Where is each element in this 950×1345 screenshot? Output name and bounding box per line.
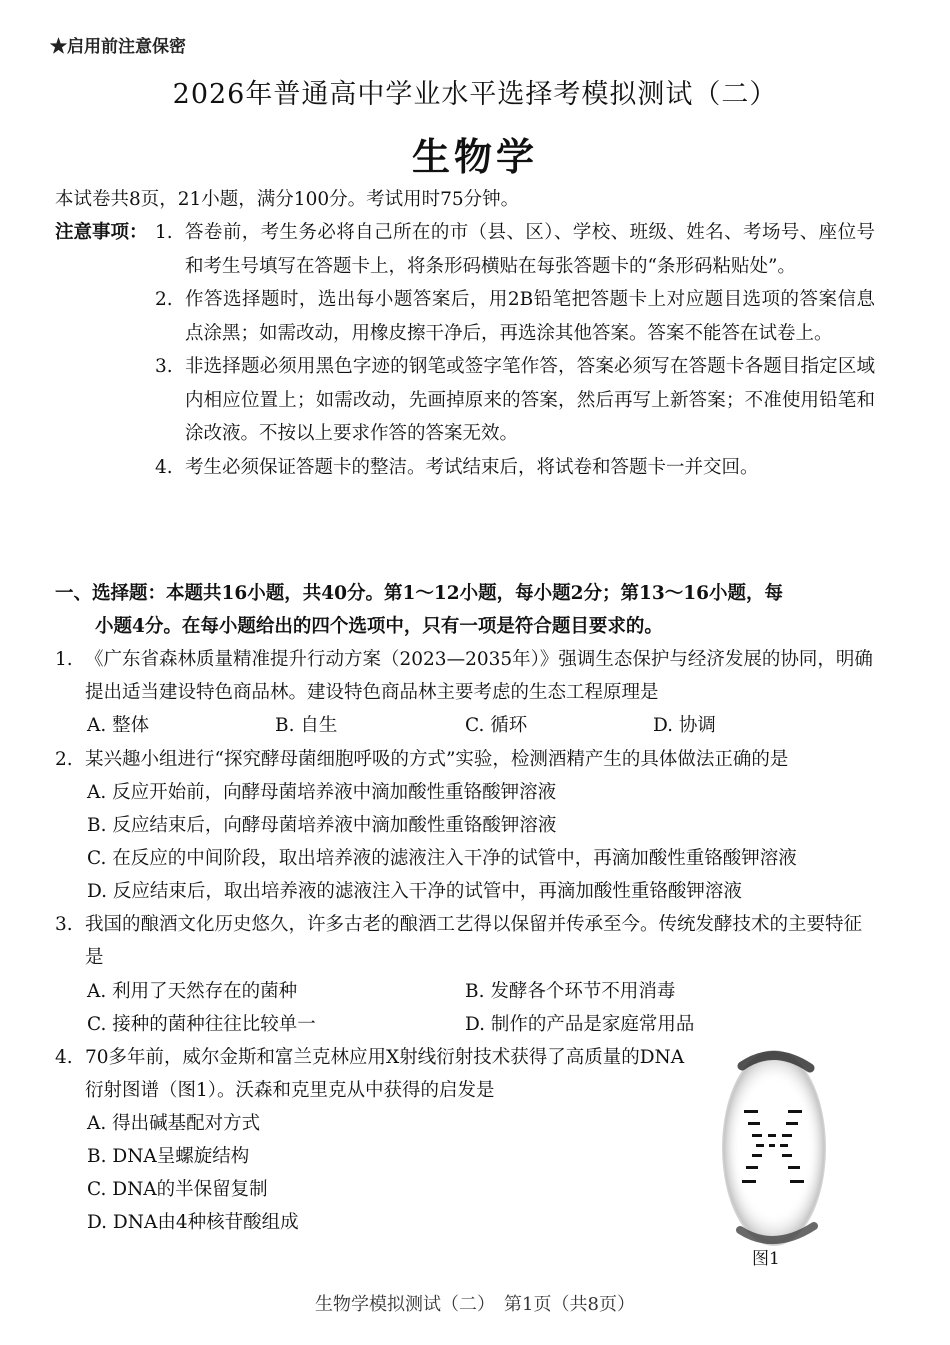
question-text: 我国的酿酒文化历史悠久，许多古老的酿酒工艺得以保留并传承至今。传统发酵技术的主要特征是 bbox=[85, 914, 863, 968]
question-1 bbox=[55, 643, 875, 709]
question-text: 《广东省森林质量精准提升行动方案（2023—2035年）》强调生态保护与经济发展的协同，明确提出适当建设特色商品林。建设特色商品林主要考虑的生态工程原理是 bbox=[85, 649, 873, 703]
option-d: D. 制作的产品是家庭常用品 bbox=[465, 1014, 695, 1035]
note-item bbox=[155, 451, 875, 485]
notes-label: 注意事项： bbox=[55, 222, 148, 243]
note-text: 考生必须保证答题卡的整洁。考试结束后，将试卷和答题卡一并交回。 bbox=[185, 456, 759, 478]
confidential-note: ★启用前注意保密 bbox=[50, 37, 186, 57]
exam-title: 2026年普通高中学业水平选择考模拟测试（二） bbox=[172, 79, 778, 110]
note-text: 作答选择题时，选出每小题答案后，用2B铅笔把答题卡上对应题目选项的答案信息点涂黑；如需改动，用橡皮擦干净后，再选涂其他答案。答案不能答在试卷上。 bbox=[185, 289, 875, 344]
option-a: A. 反应开始前，向酵母菌培养液中滴加酸性重铬酸钾溶液 bbox=[87, 782, 557, 803]
option-d: D. 协调 bbox=[653, 715, 716, 736]
option-d: D. 反应结束后，取出培养液的滤液注入干净的试管中，再滴加酸性重铬酸钾溶液 bbox=[87, 881, 742, 902]
note-text: 非选择题必须用黑色字迹的钢笔或签字笔作答，答案必须写在答题卡各题目指定区域内相应位置上；如需改动，先画掉原来的答案，然后再写上新答案；不准使用铅笔和涂改液。不按以上要求作答的答案无效。 bbox=[185, 356, 875, 444]
question-number: 1. bbox=[55, 649, 73, 670]
option-c: C. 循环 bbox=[465, 715, 528, 736]
option-b: B. 反应结束后，向酵母菌培养液中滴加酸性重铬酸钾溶液 bbox=[87, 815, 557, 836]
exam-intro: 本试卷共8页，21小题，满分100分。考试用时75分钟。 bbox=[55, 189, 520, 210]
note-text: 答卷前，考生务必将自己所在的市（县、区）、学校、班级、姓名、考场号、座位号和考生号填写在答题卡上，将条形码横贴在每张答题卡的“条形码粘贴处”。 bbox=[185, 222, 875, 277]
question-4 bbox=[55, 1041, 695, 1107]
section-heading bbox=[55, 577, 870, 643]
option-a: A. 利用了天然存在的菌种 bbox=[87, 981, 298, 1002]
option-c: C. DNA的半保留复制 bbox=[87, 1179, 268, 1200]
option-c: C. 在反应的中间阶段，取出培养液的滤液注入干净的试管中，再滴加酸性重铬酸钾溶液 bbox=[87, 848, 797, 869]
question-text: 某兴趣小组进行“探究酵母菌细胞呼吸的方式”实验，检测酒精产生的具体做法正确的是 bbox=[85, 749, 789, 770]
figure-caption: 图1 bbox=[752, 1249, 780, 1269]
note-number: 1. bbox=[155, 222, 173, 243]
question-2 bbox=[55, 743, 875, 776]
option-b: B. 自生 bbox=[275, 715, 338, 736]
page-footer: 生物学模拟测试（二） 第1页（共8页） bbox=[315, 1294, 635, 1315]
section-heading-line: 小题4分。在每小题给出的四个选项中，只有一项是符合题目要求的。 bbox=[95, 616, 663, 637]
question-text: 70多年前，威尔金斯和富兰克林应用X射线衍射技术获得了高质量的DNA衍射图谱（图1）。沃森和克里克从中获得的启发是 bbox=[85, 1047, 685, 1101]
option-c: C. 接种的菌种往往比较单一 bbox=[87, 1014, 316, 1035]
question-number: 2. bbox=[55, 749, 73, 770]
dna-diffraction-figure bbox=[722, 1048, 832, 1248]
option-b: B. DNA呈螺旋结构 bbox=[87, 1146, 250, 1167]
option-b: B. 发酵各个环节不用消毒 bbox=[465, 981, 676, 1002]
option-d: D. DNA由4种核苷酸组成 bbox=[87, 1212, 299, 1233]
subject-title: 生物学 bbox=[411, 134, 538, 179]
notes-list bbox=[155, 216, 875, 484]
note-number: 4. bbox=[155, 456, 173, 478]
option-a: A. 得出碱基配对方式 bbox=[87, 1113, 261, 1134]
note-item bbox=[155, 283, 875, 350]
note-item bbox=[155, 350, 875, 451]
note-number: 2. bbox=[155, 289, 173, 310]
option-a: A. 整体 bbox=[87, 715, 150, 736]
note-number: 3. bbox=[155, 356, 173, 377]
question-number: 3. bbox=[55, 914, 73, 935]
note-item bbox=[155, 216, 875, 283]
question-3 bbox=[55, 908, 875, 974]
section-heading-line: 一、选择题：本题共16小题，共40分。第1～12小题，每小题2分；第13～16小题，每 bbox=[55, 583, 783, 604]
question-number: 4. bbox=[55, 1047, 73, 1068]
